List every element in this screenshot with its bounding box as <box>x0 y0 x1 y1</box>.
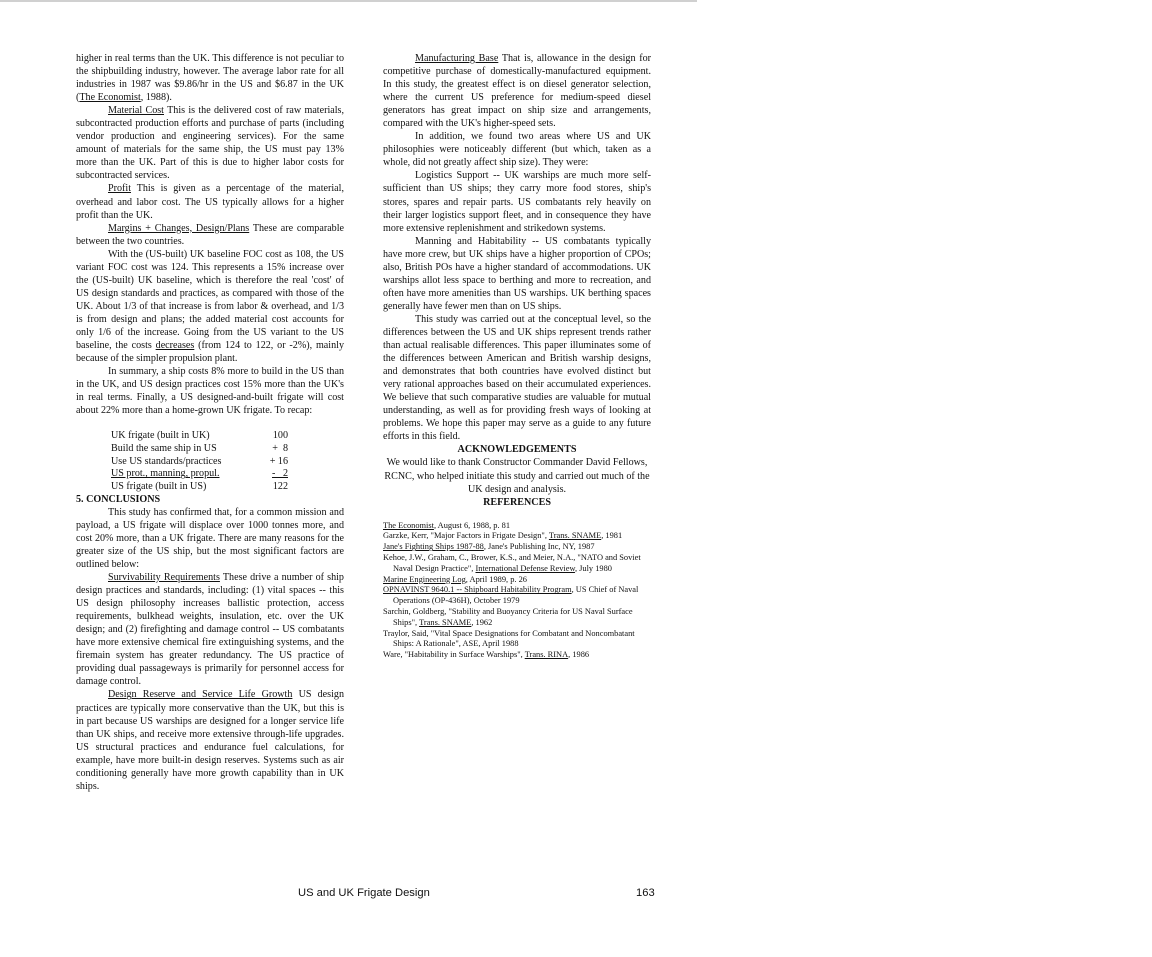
section-heading-references: REFERENCES <box>483 496 551 508</box>
reference-list <box>383 521 651 661</box>
reference-item: Marine Engineering Log, April 1989, p. 26 <box>383 574 527 584</box>
page-number: 163 <box>636 887 655 899</box>
reference-item: Sarchin, Goldberg, "Stability and Buoyancy Criteria for US Naval Surface Ships", Trans. SNAME, 1962 <box>383 607 633 627</box>
left-column <box>76 52 344 793</box>
reference-item: Jane's Fighting Ships 1987-88, Jane's Publishing Inc, NY, 1987 <box>383 542 595 552</box>
paragraph-profit: Profit This is given as a percentage of the material, overhead and labor cost. The US typically allows for a higher profit than the UK. <box>76 183 344 221</box>
footer-title: US and UK Frigate Design <box>298 887 430 899</box>
paragraph-philosophies: In addition, we found two areas where US and UK philosophies were noticeably different (but which, taken as a whole, did not greatly affect ship size). They were: <box>383 131 651 169</box>
run-in-heading-material-cost: Material Cost <box>108 105 164 117</box>
reference-item: Kehoe, J.W., Graham, C., Brower, K.S., and Meier, N.A., "NATO and Soviet Naval Design Practice", International Defense Review, July 1980 <box>383 553 641 573</box>
paragraph-summary: In summary, a ship costs 8% more to build in the US than in the UK, and US design practices cost 15% more than the UK's in real terms. Finally, a US designed-and-built frigate will cost about 22% more than a home-grown UK frigate. To recap: <box>76 366 344 417</box>
paragraph-margins: Margins + Changes, Design/Plans These are comparable between the two countries. <box>76 222 345 247</box>
paragraph-manning: Manning and Habitability -- US combatants typically have more crew, but UK ships have a higher proportion of CPOs; also, British POs have a higher standard of accommodations. UK warships allot less space to berthing and more to recreation, and often have more amenities than US warships. UK berthing spaces generally have fewer men than on US ships. <box>383 235 651 312</box>
recap-value: + 16 <box>269 455 288 467</box>
page-top-edge <box>0 0 697 2</box>
recap-label: US prot., manning, propul. <box>111 468 220 480</box>
recap-value: + 8 <box>272 443 288 454</box>
recap-row <box>111 467 344 480</box>
recap-label: US frigate (built in US) <box>111 481 207 493</box>
paragraph-foc-cost: With the (US-built) UK baseline FOC cost as 108, the US variant FOC cost was 124. This represents a 15% increase over the (US-built) UK baseline, which is therefore the real 'cost' of US design standards and practices, as compared with those of the UK. About 1/3 of that increase is from labor & overhead, and 1/3 is from design and plans; the added material cost accounts for only 1/6 of the increase. Going from the US variant to the US baseline, the costs decreases (from 124 to 122, or -2%), mainly because of the simpler propulsion plant. <box>76 248 344 365</box>
recap-label: Use US standards/practices <box>111 455 222 467</box>
run-in-heading-margins: Margins + Changes, Design/Plans <box>108 222 250 234</box>
paragraph-study-summary: This study was carried out at the conceptual level, so the differences between the US and UK ships represent trends rather than actual realisable differences. This paper illuminates some of the differences between American and British warship designs, and demonstrates that both countries have evolved distinct but very rational approaches based on their accumulated experiences. We believe that such comparative studies are valuable for mutual understanding, as well as for providing fresh ways of looking at problems. We hope this paper may serve as a guide to any future efforts in this field. <box>383 313 651 443</box>
paragraph-material-cost: Material Cost This is the delivered cost of raw materials, subcontracted production efforts and purchase of parts (including vendor production and engineering services). For the same amount of materials for the same ship, the US must pay 13% more than the UK. Part of this is due to higher labor costs for subcontracted services. <box>76 105 344 182</box>
recap-label: UK frigate (built in UK) <box>111 430 210 442</box>
recap-row <box>111 480 344 493</box>
recap-value: 122 <box>272 481 288 493</box>
reference-item: The Economist, August 6, 1988, p. 81 <box>383 520 511 530</box>
run-in-heading-design-reserve: Design Reserve and Service Life Growth <box>108 689 293 701</box>
recap-row <box>111 429 344 442</box>
recap-value: - 2 <box>272 468 288 480</box>
paragraph-conclusions-intro: This study has confirmed that, for a common mission and payload, a US frigate will displace over 1000 tonnes more, and cost 20% more, than a UK frigate. There are many reasons for the greater size of the US ship, but the most significant factors are outlined below: <box>76 506 344 570</box>
recap-value: 100 <box>272 430 288 442</box>
paragraph-acknowledgements: We would like to thank Constructor Commander David Fellows, RCNC, who helped initiate this study and carried out much of the UK design and analysis. <box>384 457 650 495</box>
paragraph-labor-rates: higher in real terms than the UK. This difference is not peculiar to the shipbuilding industry, however. The average labor rate for all industries in 1987 was $9.86/hr in the US and $6.87 in the UK (The Economist, 1988). <box>76 53 344 104</box>
run-in-heading-profit: Profit <box>108 183 131 195</box>
paragraph-survivability: Survivability Requirements These drive a number of ship design practices and standards, including: (1) vital spaces -- this US design philosophy increases ballistic protection, access requirements, bulkhead weights, insulation, etc. over the UK design; and (2) firefighting and damage control -- US combatants have more extensive chemical fire extinguishing systems, and the firemain system has greater redundancy. The US practice of providing dual passageways is primarily for personnel access for damage control. <box>76 572 344 688</box>
section-heading-conclusions: 5. CONCLUSIONS <box>76 493 161 505</box>
right-column <box>383 52 651 661</box>
paragraph-manufacturing-base: Manufacturing Base That is, allowance in the design for competitive purchase of domestically-manufactured equipment. In this study, the greatest effect is on diesel generator selection, where the current US preference for medium-speed diesel generators has great impact on ship size and arrangements, compared with the UK's higher-speed sets. <box>383 53 651 130</box>
section-heading-acknowledgements: ACKNOWLEDGEMENTS <box>457 444 577 456</box>
reference-item: Garzke, Kerr, "Major Factors in Frigate Design", Trans. SNAME, 1981 <box>383 531 623 541</box>
reference-item: OPNAVINST 9640.1 -- Shipboard Habitability Program, US Chief of Naval Operations (OP-436H), October 1979 <box>383 585 639 606</box>
recap-label: Build the same ship in US <box>111 443 217 454</box>
citation-economist: The Economist <box>79 92 141 104</box>
recap-row <box>111 442 344 455</box>
recap-row <box>111 455 344 468</box>
emphasis-decreases: decreases <box>155 340 195 352</box>
paragraph-logistics: Logistics Support -- UK warships are much more self-sufficient than US ships; they carry more food stores, ship's stores, spares and repair parts. US combatants rely heavily on their larger logistics support fleet, and in consequence they have more extensive replenishment and strikedown systems. <box>383 170 651 234</box>
paragraph-design-reserve: Design Reserve and Service Life Growth US design practices are typically more conservative than the UK, but this is in part because US warships are designed for a longer service life than UK ships, and receive more extensive through-life upgrades. US structural practices and endurance fuel calculations, for example, have more built-in design reserves. Systems such as air conditioning generally have more growth capability than in UK ships. <box>76 689 344 792</box>
run-in-heading-survivability: Survivability Requirements <box>108 572 220 584</box>
reference-item: Traylor, Said, "Vital Space Designations for Combatant and Noncombatant Ships: A Rationale", ASE, April 1988 <box>383 628 635 649</box>
recap-table <box>111 429 344 492</box>
reference-item: Ware, "Habitability in Surface Warships", Trans. RINA, 1986 <box>383 650 590 660</box>
run-in-heading-manufacturing: Manufacturing Base <box>415 53 499 64</box>
